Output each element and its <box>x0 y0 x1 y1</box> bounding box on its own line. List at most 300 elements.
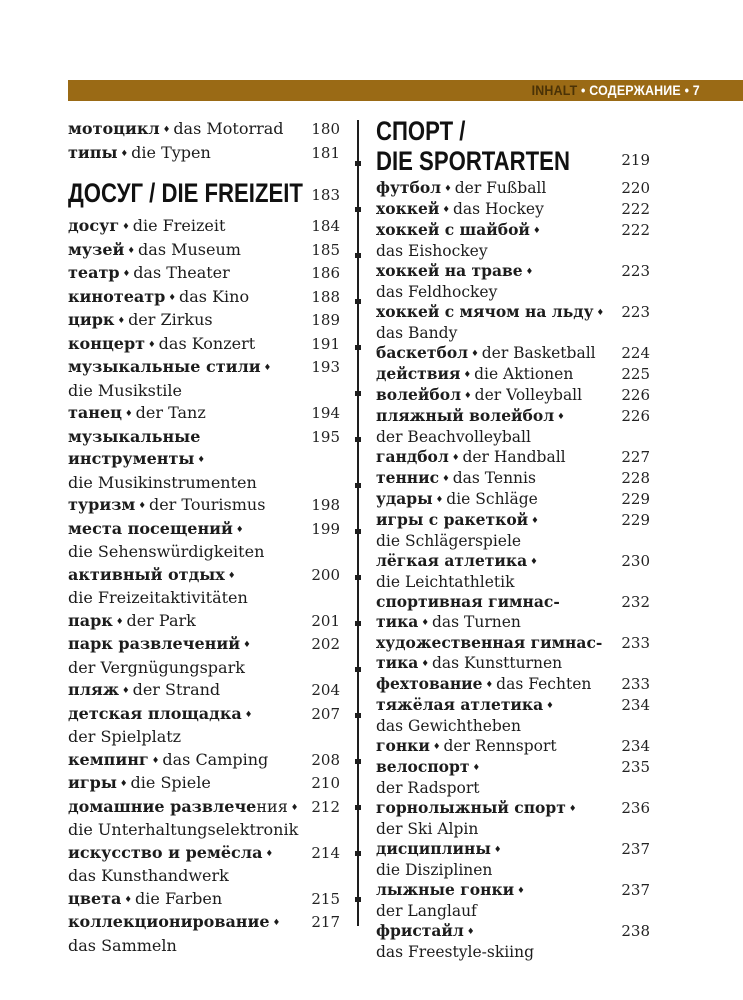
entry-line <box>376 489 606 510</box>
term-russian: горнолыжный спорт <box>376 798 566 817</box>
toc-entry <box>376 261 650 302</box>
entry-line <box>68 472 296 495</box>
column-divider <box>357 120 359 926</box>
entry-text <box>68 142 300 166</box>
term-russian: цирк <box>68 310 115 329</box>
entry-line <box>376 385 606 406</box>
page-number: 183 <box>311 186 340 204</box>
term-german: die Musikinstrumenten <box>68 472 257 492</box>
page-number: 237 <box>621 840 650 858</box>
term-russian: удары <box>376 489 433 508</box>
page-number: 235 <box>621 758 650 776</box>
entry-line <box>376 592 606 612</box>
entry-text <box>376 757 610 798</box>
entry-text <box>376 798 610 839</box>
diamond-separator-icon: ♦ <box>444 184 452 194</box>
term-russian: гандбол <box>376 447 449 466</box>
term-german: der Strand <box>132 680 221 699</box>
term-german: das Camping <box>162 749 269 769</box>
term-german: das Hockey <box>452 200 544 218</box>
entry-text <box>376 199 610 220</box>
entry-line <box>68 380 296 403</box>
page-number: 199 <box>311 519 340 538</box>
term-german: der Fußball <box>454 179 547 197</box>
diamond-separator-icon: ♦ <box>162 125 171 135</box>
entry-line <box>68 911 296 935</box>
page-number: 234 <box>621 737 650 755</box>
entry-text <box>376 674 610 695</box>
entry-line <box>68 564 296 588</box>
diamond-separator-icon: ♦ <box>442 474 450 484</box>
page-number: 208 <box>311 750 340 769</box>
entry-text <box>376 510 610 551</box>
entry-line <box>376 757 606 778</box>
entry-text <box>376 592 610 633</box>
toc-entry <box>68 679 340 703</box>
toc-entry <box>68 842 340 888</box>
diamond-separator-icon: ♦ <box>127 245 136 256</box>
entry-text <box>376 880 610 921</box>
entry-line <box>376 901 606 921</box>
header-bar <box>68 80 743 101</box>
term-russian: концерт <box>68 333 146 353</box>
page-number: 224 <box>621 344 650 362</box>
diamond-separator-icon: ♦ <box>421 659 429 669</box>
page-number: 204 <box>311 681 340 699</box>
term-russian: танец <box>68 403 122 422</box>
term-german: das Fechten <box>496 675 592 693</box>
term-german: die Disziplinen <box>376 861 493 879</box>
term-russian: пляжный волейбол <box>376 406 555 425</box>
toc-entry <box>68 888 340 912</box>
toc-entry <box>68 633 340 679</box>
toc-entry <box>68 333 340 357</box>
entry-text <box>68 842 300 888</box>
page-number: 180 <box>311 120 340 138</box>
entry-text <box>376 343 610 364</box>
entry-line <box>68 842 296 866</box>
bullet-icon: • <box>684 83 690 98</box>
diamond-separator-icon: ♦ <box>168 292 176 303</box>
entry-line <box>68 935 296 958</box>
page-number: 226 <box>621 407 650 425</box>
toc-entry <box>68 142 340 166</box>
toc-entry <box>376 364 650 385</box>
page-number: 230 <box>621 552 650 570</box>
page-number: 229 <box>621 490 650 508</box>
term-russian: пляж <box>68 680 119 699</box>
entry-text <box>68 749 300 773</box>
entry-text <box>376 447 610 468</box>
entry-text <box>68 679 300 703</box>
term-russian: игры <box>68 773 117 792</box>
diamond-separator-icon: ♦ <box>568 804 577 814</box>
term-german: der Beachvolleyball <box>376 428 531 446</box>
toc-entry <box>68 402 340 426</box>
toc-entry <box>68 749 340 773</box>
entry-text <box>68 262 300 286</box>
entry-line <box>376 778 606 798</box>
diamond-separator-icon: ♦ <box>124 894 133 905</box>
toc-entry <box>68 118 340 142</box>
page-number: 188 <box>311 287 340 306</box>
entry-line <box>68 262 296 286</box>
toc-entry <box>68 772 340 796</box>
entry-line <box>68 772 296 796</box>
page-number: 233 <box>621 634 650 652</box>
term-german: der Tourismus <box>148 495 266 514</box>
entry-line <box>68 587 296 610</box>
entry-line <box>376 427 606 447</box>
term-russian: кинотеатр <box>68 286 166 306</box>
term-russian: парк <box>68 610 113 630</box>
toc-entry <box>376 447 650 468</box>
soderzhanie-label: СОДЕРЖАНИЕ <box>589 83 681 98</box>
toc-entry <box>376 220 650 261</box>
term-german: das Kunsthandwerk <box>68 866 229 885</box>
diamond-separator-icon: ♦ <box>151 755 160 766</box>
diamond-separator-icon: ♦ <box>464 391 472 401</box>
term-german: das Museum <box>138 239 241 259</box>
diamond-separator-icon: ♦ <box>227 570 236 581</box>
term-german: das Sammeln <box>68 935 177 955</box>
diamond-separator-icon: ♦ <box>596 308 605 318</box>
page-number: 238 <box>621 922 650 940</box>
entry-text <box>376 551 610 592</box>
diamond-separator-icon: ♦ <box>263 363 272 373</box>
page-number: 189 <box>311 311 340 329</box>
entry-line <box>376 510 606 531</box>
toc-entry <box>376 880 650 921</box>
term-russian: волейбол <box>376 385 462 404</box>
term-german: der Handball <box>462 448 566 466</box>
entry-text <box>68 796 300 842</box>
diamond-separator-icon: ♦ <box>451 453 460 463</box>
term-german: die Musikstile <box>68 380 182 400</box>
entry-text <box>68 239 300 263</box>
entry-line <box>68 633 296 657</box>
toc-entry <box>68 426 340 495</box>
diamond-separator-icon: ♦ <box>138 501 146 511</box>
term-russian: фристайл <box>376 921 464 940</box>
term-russian: музыкальные стили <box>68 357 261 376</box>
entry-line <box>68 865 296 888</box>
page-number: 185 <box>311 240 340 259</box>
term-german: das Theater <box>133 263 230 282</box>
diamond-separator-icon: ♦ <box>235 524 244 535</box>
page-number: 215 <box>311 889 340 908</box>
section-title: DIE SPORTARTEN <box>376 146 570 176</box>
entry-line <box>376 653 606 674</box>
entry-line <box>376 551 606 572</box>
toc-entry <box>376 178 650 199</box>
entry-line <box>376 323 606 343</box>
page-number: 214 <box>311 843 340 862</box>
diamond-separator-icon: ♦ <box>466 927 475 937</box>
entry-line <box>376 612 606 633</box>
entry-line <box>68 494 296 518</box>
entry-line <box>68 703 296 727</box>
page-number: 222 <box>621 221 650 239</box>
entry-line <box>376 736 606 757</box>
diamond-separator-icon: ♦ <box>122 269 131 279</box>
diamond-separator-icon: ♦ <box>290 802 299 813</box>
term-german: der Zirkus <box>128 310 213 329</box>
page-number: 233 <box>621 675 650 693</box>
diamond-separator-icon: ♦ <box>557 412 565 422</box>
diamond-separator-icon: ♦ <box>121 686 130 696</box>
entry-line <box>68 239 296 263</box>
page-number: 222 <box>621 200 650 218</box>
entry-line <box>376 695 606 716</box>
toc-entry <box>376 839 650 880</box>
term-russian: места посещений <box>68 518 233 538</box>
term-russian: парк развлечений <box>68 634 241 653</box>
toc-entry <box>68 564 340 610</box>
page-number: 200 <box>311 565 340 584</box>
page-number: 225 <box>621 365 650 383</box>
term-german: die Sehenswürdigkeiten <box>68 542 265 561</box>
entry-text <box>68 703 300 749</box>
toc-entry <box>68 796 340 842</box>
entry-line <box>68 726 296 749</box>
term-russian: хоккей на траве <box>376 261 523 280</box>
entry-line <box>68 178 303 212</box>
entry-text <box>68 402 300 426</box>
entry-line <box>68 541 296 564</box>
toc-entry <box>68 494 340 518</box>
term-german: das Kino <box>179 286 250 306</box>
entry-line <box>376 716 606 736</box>
term-german: der Langlauf <box>376 902 477 920</box>
entry-text <box>68 333 300 357</box>
term-german: der Basketball <box>481 344 596 362</box>
page-number: 237 <box>621 881 650 899</box>
term-german: das Kunstturnen <box>431 654 563 672</box>
toc-entry <box>68 286 340 310</box>
entry-line <box>376 241 606 261</box>
entry-line <box>68 657 296 680</box>
term-russian: музыкальные <box>68 426 201 446</box>
term-german: der Ski Alpin <box>376 820 479 838</box>
entry-line <box>68 142 296 166</box>
page-number: 220 <box>621 179 650 197</box>
toc-entry <box>376 468 650 489</box>
term-german: der Volleyball <box>474 386 583 404</box>
entry-line <box>376 261 606 282</box>
diamond-separator-icon: ♦ <box>272 918 281 928</box>
toc-entry <box>376 695 650 736</box>
entry-line <box>376 447 606 468</box>
page-number: 191 <box>311 334 340 353</box>
section-title: ДОСУГ / DIE FREIZEIT <box>68 178 303 208</box>
diamond-separator-icon: ♦ <box>148 339 156 350</box>
diamond-separator-icon: ♦ <box>421 618 429 628</box>
diamond-separator-icon: ♦ <box>525 267 534 277</box>
term-german: das Eishockey <box>376 242 488 260</box>
term-german: das Motorrad <box>173 119 284 138</box>
entry-line <box>68 518 296 542</box>
entry-line <box>376 674 606 695</box>
page-number: 184 <box>311 217 340 235</box>
page-number: 229 <box>621 511 650 529</box>
entry-line <box>68 679 296 703</box>
entry-line <box>376 839 606 860</box>
page-number: 223 <box>621 303 650 321</box>
entry-line <box>68 819 299 842</box>
page-number: 228 <box>621 469 650 487</box>
diamond-separator-icon: ♦ <box>471 349 479 359</box>
entry-line <box>376 118 606 148</box>
page-number: 212 <box>311 797 340 816</box>
term-german: die Typen <box>131 142 211 162</box>
page-number: 236 <box>621 799 650 817</box>
term-russian: игры с ракеткой <box>376 510 529 529</box>
entry-text <box>68 286 300 310</box>
diamond-separator-icon: ♦ <box>117 316 126 326</box>
entry-text <box>376 406 610 447</box>
term-russian: искусство и ремёсла <box>68 842 263 862</box>
page-number: 201 <box>311 611 340 630</box>
entry-text <box>376 468 610 489</box>
diamond-separator-icon: ♦ <box>546 701 554 711</box>
term-russian: действия <box>376 364 461 383</box>
toc-entry <box>68 239 340 263</box>
toc-body <box>68 118 650 962</box>
page-number: 193 <box>311 358 340 376</box>
entry-line <box>376 302 606 323</box>
term-german: der Tanz <box>135 403 206 422</box>
section-title: СПОРТ / <box>376 116 466 146</box>
entry-line <box>376 199 606 220</box>
toc-entry <box>376 406 650 447</box>
toc-entry <box>376 757 650 798</box>
diamond-separator-icon: ♦ <box>442 205 450 215</box>
inhalt-label: INHALT <box>531 83 578 98</box>
term-german: die Schläge <box>446 490 538 508</box>
entry-line <box>376 343 606 364</box>
term-german: der Radsport <box>376 779 480 797</box>
page-number: 217 <box>311 913 340 931</box>
entry-text <box>376 633 610 674</box>
term-german: das Feldhockey <box>376 283 498 301</box>
entry-text <box>68 356 300 402</box>
entry-text <box>68 610 300 634</box>
diamond-separator-icon: ♦ <box>119 779 128 789</box>
diamond-separator-icon: ♦ <box>432 742 441 752</box>
diamond-separator-icon: ♦ <box>517 886 525 896</box>
toc-entry <box>376 489 650 510</box>
entry-text <box>376 178 610 199</box>
page-number: 186 <box>311 264 340 282</box>
term-russian: цвета <box>68 888 122 908</box>
entry-line <box>68 749 296 773</box>
entry-text <box>376 118 610 178</box>
entry-line <box>68 333 296 357</box>
term-russian: лыжные гонки <box>376 880 515 899</box>
term-german: das Gewichtheben <box>376 717 521 735</box>
toc-entry <box>376 592 650 633</box>
entry-line <box>376 178 606 199</box>
entry-text <box>68 633 300 679</box>
page-number: 194 <box>311 404 340 422</box>
page-number: 232 <box>621 593 650 611</box>
diamond-separator-icon: ♦ <box>463 370 472 380</box>
term-german: die Freizeit <box>132 216 226 235</box>
term-russian: хоккей с мячом на льду <box>376 302 594 321</box>
entry-line <box>68 426 296 449</box>
page-number: 227 <box>621 448 650 466</box>
term-german: der Vergnügungspark <box>68 657 245 677</box>
toc-entry <box>68 703 340 749</box>
entry-text <box>68 118 300 142</box>
toc-entry <box>68 262 340 286</box>
term-russian: домашние развлече <box>68 796 257 816</box>
entry-line <box>68 356 296 380</box>
entry-text <box>68 911 300 957</box>
entry-text <box>376 220 610 261</box>
toc-entry <box>376 633 650 674</box>
term-german: das Bandy <box>376 324 458 342</box>
page-number: 226 <box>621 386 650 404</box>
term-german: das Konzert <box>158 333 256 353</box>
entry-text <box>68 309 300 333</box>
bullet-icon: • <box>581 83 586 98</box>
header-bar-text <box>532 83 700 98</box>
page-number: 207 <box>311 704 340 723</box>
entry-line <box>376 220 606 241</box>
toc-entry <box>68 911 340 957</box>
term-german: das Turnen <box>431 613 521 631</box>
entry-line <box>376 468 606 489</box>
toc-entry <box>68 215 340 239</box>
toc-section <box>376 118 650 178</box>
toc-entry <box>68 610 340 634</box>
toc-entry <box>68 309 340 333</box>
entry-line <box>68 286 296 310</box>
diamond-separator-icon: ♦ <box>435 495 444 505</box>
entry-text <box>376 839 610 880</box>
entry-text <box>68 494 300 518</box>
term-russian: тика <box>376 653 419 672</box>
term-russian: спортивная гимнас- <box>376 592 560 611</box>
entry-line <box>376 819 606 839</box>
toc-entry <box>376 736 650 757</box>
toc-section <box>68 178 340 212</box>
term-russian: тика <box>376 612 419 631</box>
diamond-separator-icon: ♦ <box>530 557 538 567</box>
term-russian: театр <box>68 263 120 282</box>
entry-text <box>376 385 610 406</box>
entry-text <box>376 261 610 302</box>
term-german: die Spiele <box>130 773 211 792</box>
term-russian: досуг <box>68 216 120 235</box>
toc-entry <box>376 385 650 406</box>
term-russian: типы <box>68 142 118 162</box>
term-russian: хоккей <box>376 199 440 218</box>
diamond-separator-icon: ♦ <box>265 848 274 859</box>
term-russian: баскетбол <box>376 343 469 362</box>
term-german: die Farben <box>135 888 223 908</box>
diamond-separator-icon: ♦ <box>115 616 124 627</box>
entry-text <box>376 736 610 757</box>
entry-line <box>376 282 606 302</box>
entry-line <box>68 118 296 142</box>
entry-line <box>376 364 606 385</box>
entry-text <box>68 564 300 610</box>
term-russian: инструменты <box>68 449 195 468</box>
diamond-separator-icon: ♦ <box>472 763 481 773</box>
